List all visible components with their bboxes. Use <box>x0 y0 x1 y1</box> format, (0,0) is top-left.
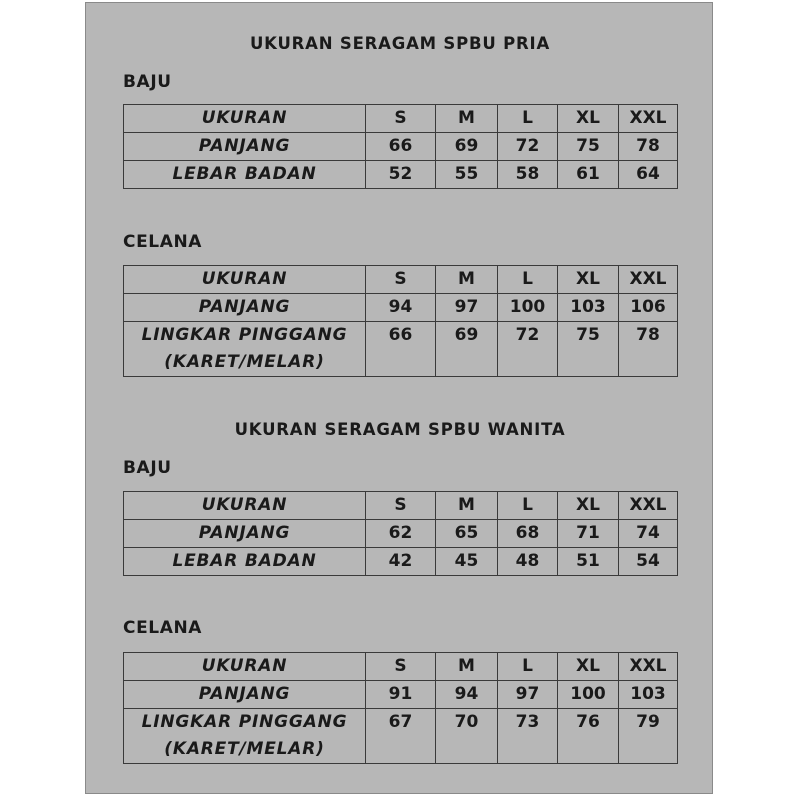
size-m: M <box>436 266 498 294</box>
size-s: S <box>366 653 436 681</box>
table-pria-baju <box>123 104 678 189</box>
value-cell: 67 <box>366 709 436 764</box>
value-cell: 76 <box>558 709 619 764</box>
row-label: UKURAN <box>124 653 366 681</box>
table-row-panjang <box>124 133 678 161</box>
row-label: LINGKAR PINGGANG (KARET/MELAR) <box>124 709 366 764</box>
value-cell: 103 <box>619 681 678 709</box>
value-cell: 51 <box>558 548 619 576</box>
size-l: L <box>498 492 558 520</box>
section-label-pria-baju: BAJU <box>123 72 172 92</box>
section-label-wanita-baju: BAJU <box>123 458 172 478</box>
size-xxl: XXL <box>619 266 678 294</box>
table-wanita-celana <box>123 652 678 764</box>
row-label: UKURAN <box>124 105 366 133</box>
size-xl: XL <box>558 105 619 133</box>
value-cell: 79 <box>619 709 678 764</box>
size-xxl: XXL <box>619 653 678 681</box>
value-cell: 100 <box>498 294 558 322</box>
value-cell: 42 <box>366 548 436 576</box>
value-cell: 52 <box>366 161 436 189</box>
title-pria: UKURAN SERAGAM SPBU PRIA <box>249 34 551 53</box>
row-label: PANJANG <box>124 294 366 322</box>
value-cell: 70 <box>436 709 498 764</box>
size-m: M <box>436 105 498 133</box>
row-label: PANJANG <box>124 520 366 548</box>
row-label: PANJANG <box>124 133 366 161</box>
value-cell: 103 <box>558 294 619 322</box>
value-cell: 100 <box>558 681 619 709</box>
value-cell: 61 <box>558 161 619 189</box>
value-cell: 71 <box>558 520 619 548</box>
table-row-panjang <box>124 294 678 322</box>
value-cell: 74 <box>619 520 678 548</box>
row-label: LINGKAR PINGGANG (KARET/MELAR) <box>124 322 366 377</box>
table-row-lebar-badan <box>124 161 678 189</box>
value-cell: 75 <box>558 133 619 161</box>
value-cell: 64 <box>619 161 678 189</box>
value-cell: 48 <box>498 548 558 576</box>
row-label: LEBAR BADAN <box>124 161 366 189</box>
table-row-lebar-badan <box>124 548 678 576</box>
row-label: PANJANG <box>124 681 366 709</box>
size-xl: XL <box>558 492 619 520</box>
section-label-wanita-celana: CELANA <box>123 618 203 638</box>
size-s: S <box>366 266 436 294</box>
value-cell: 94 <box>436 681 498 709</box>
value-cell: 66 <box>366 133 436 161</box>
table-row-header <box>124 653 678 681</box>
value-cell: 72 <box>498 322 558 377</box>
size-l: L <box>498 653 558 681</box>
section-label-pria-celana: CELANA <box>123 232 203 252</box>
size-xl: XL <box>558 266 619 294</box>
size-s: S <box>366 492 436 520</box>
value-cell: 91 <box>366 681 436 709</box>
value-cell: 106 <box>619 294 678 322</box>
value-cell: 62 <box>366 520 436 548</box>
table-row-header <box>124 266 678 294</box>
value-cell: 55 <box>436 161 498 189</box>
row-label: LEBAR BADAN <box>124 548 366 576</box>
value-cell: 73 <box>498 709 558 764</box>
size-xl: XL <box>558 653 619 681</box>
size-l: L <box>498 105 558 133</box>
value-cell: 69 <box>436 322 498 377</box>
size-m: M <box>436 653 498 681</box>
value-cell: 58 <box>498 161 558 189</box>
value-cell: 65 <box>436 520 498 548</box>
size-m: M <box>436 492 498 520</box>
value-cell: 45 <box>436 548 498 576</box>
size-xxl: XXL <box>619 105 678 133</box>
value-cell: 97 <box>436 294 498 322</box>
value-cell: 66 <box>366 322 436 377</box>
title-wanita: UKURAN SERAGAM SPBU WANITA <box>234 420 566 439</box>
value-cell: 54 <box>619 548 678 576</box>
value-cell: 68 <box>498 520 558 548</box>
value-cell: 69 <box>436 133 498 161</box>
table-row-lingkar-pinggang <box>124 322 678 377</box>
value-cell: 72 <box>498 133 558 161</box>
size-s: S <box>366 105 436 133</box>
table-row-panjang <box>124 681 678 709</box>
size-xxl: XXL <box>619 492 678 520</box>
value-cell: 78 <box>619 133 678 161</box>
value-cell: 78 <box>619 322 678 377</box>
value-cell: 94 <box>366 294 436 322</box>
row-label: UKURAN <box>124 492 366 520</box>
size-l: L <box>498 266 558 294</box>
table-row-header <box>124 492 678 520</box>
table-row-header <box>124 105 678 133</box>
table-row-panjang <box>124 520 678 548</box>
row-label: UKURAN <box>124 266 366 294</box>
table-pria-celana <box>123 265 678 377</box>
table-wanita-baju <box>123 491 678 576</box>
value-cell: 75 <box>558 322 619 377</box>
value-cell: 97 <box>498 681 558 709</box>
table-row-lingkar-pinggang <box>124 709 678 764</box>
size-chart-sheet <box>85 2 713 794</box>
